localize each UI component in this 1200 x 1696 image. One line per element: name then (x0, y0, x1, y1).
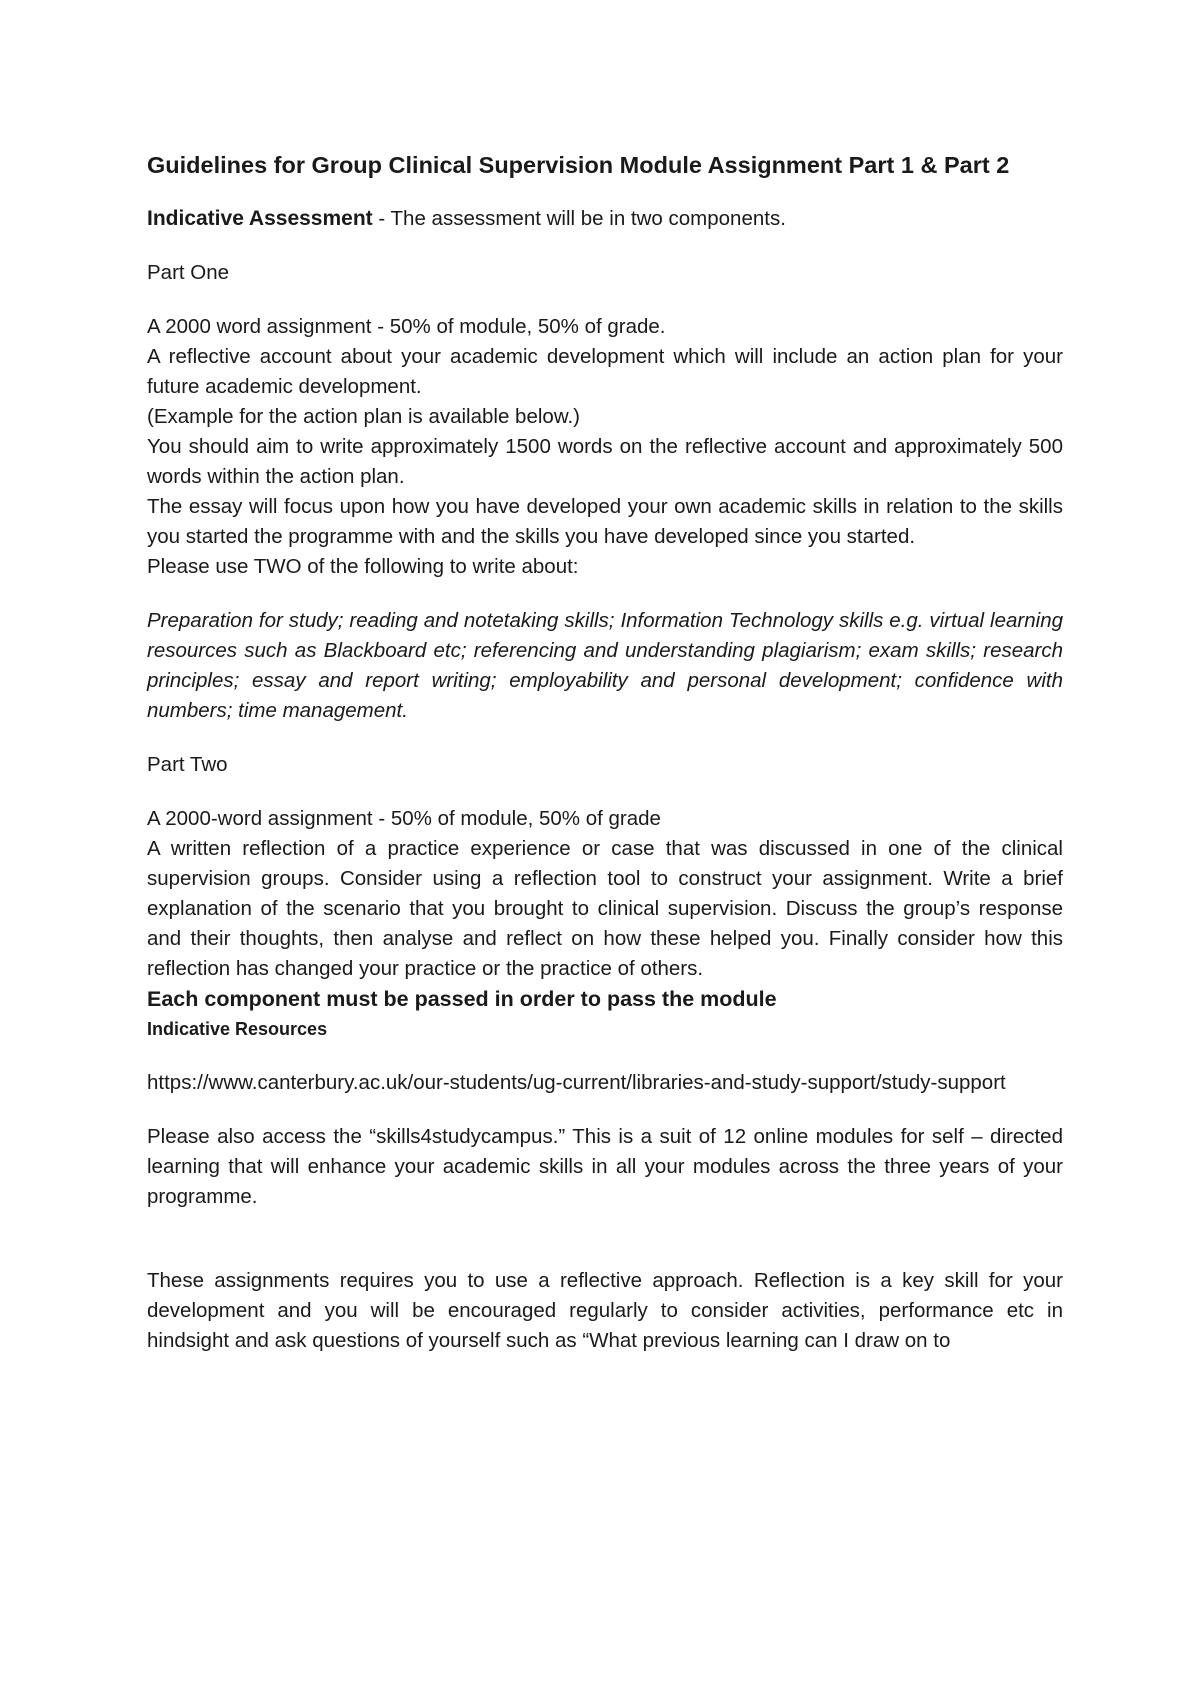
reflection-paragraph: These assignments requires you to use a reflective approach. Reflection is a key skill for your development and you will be encouraged regularly to consider activities, performance etc in hindsight and ask questions of yourself such as “What previous learning can I draw on to (147, 1269, 1063, 1352)
part-one-line-2: A reflective account about your academic development which will include an action plan for your future academic development. (147, 345, 1063, 398)
indicative-assessment-label: Indicative Assessment (147, 207, 373, 230)
skills-paragraph: Please also access the “skills4studycampus.” This is a suit of 12 online modules for self – directed learning that will enhance your academic skills in all your modules across the three years of your programme. (147, 1125, 1063, 1208)
resources-url: https://www.canterbury.ac.uk/our-students/ug-current/libraries-and-study-support/study-support (147, 1071, 1006, 1094)
pass-requirement-heading: Each component must be passed in order to pass the module (147, 987, 777, 1011)
part-two-line-1: A 2000-word assignment - 50% of module, 50% of grade (147, 807, 661, 830)
indicative-assessment-paragraph (147, 204, 1063, 234)
part-one-heading: Part One (147, 261, 230, 284)
part-one-line-5: The essay will focus upon how you have developed your own academic skills in relation to the skills you started the programme with and the skills you have developed since you started. (147, 495, 1063, 548)
part-one-line-4: You should aim to write approximately 1500 words on the reflective account and approximately 500 words within the action plan. (147, 435, 1063, 488)
indicative-assessment-text: - The assessment will be in two components. (372, 207, 786, 230)
document-body (147, 150, 1063, 1356)
part-one-line-3: (Example for the action plan is available below.) (147, 405, 581, 428)
part-one-line-6: Please use TWO of the following to write about: (147, 555, 579, 578)
document-title: Guidelines for Group Clinical Supervision Module Assignment Part 1 & Part 2 (147, 152, 1010, 178)
part-one-line-1: A 2000 word assignment - 50% of module, 50% of grade. (147, 315, 666, 338)
part-two-line-2: A written reflection of a practice experience or case that was discussed in one of the clinical supervision groups. Consider using a reflection tool to construct your assignment. Write a brief explanation of the scenario that you brought to clinical supervision. Discuss the group’s response and their thoughts, then analyse and reflect on how these helped you. Finally consider how this reflection has changed your practice or the practice of others. (147, 837, 1063, 980)
indicative-resources-heading: Indicative Resources (147, 1019, 328, 1039)
part-two-heading: Part Two (147, 753, 228, 776)
part-one-topics: Preparation for study; reading and notetaking skills; Information Technology skills e.g. virtual learning resources such as Blackboard etc; referencing and understanding plagiarism; exam skills; research principles; essay and report writing; employability and personal development; confidence with numbers; time management. (147, 609, 1063, 722)
